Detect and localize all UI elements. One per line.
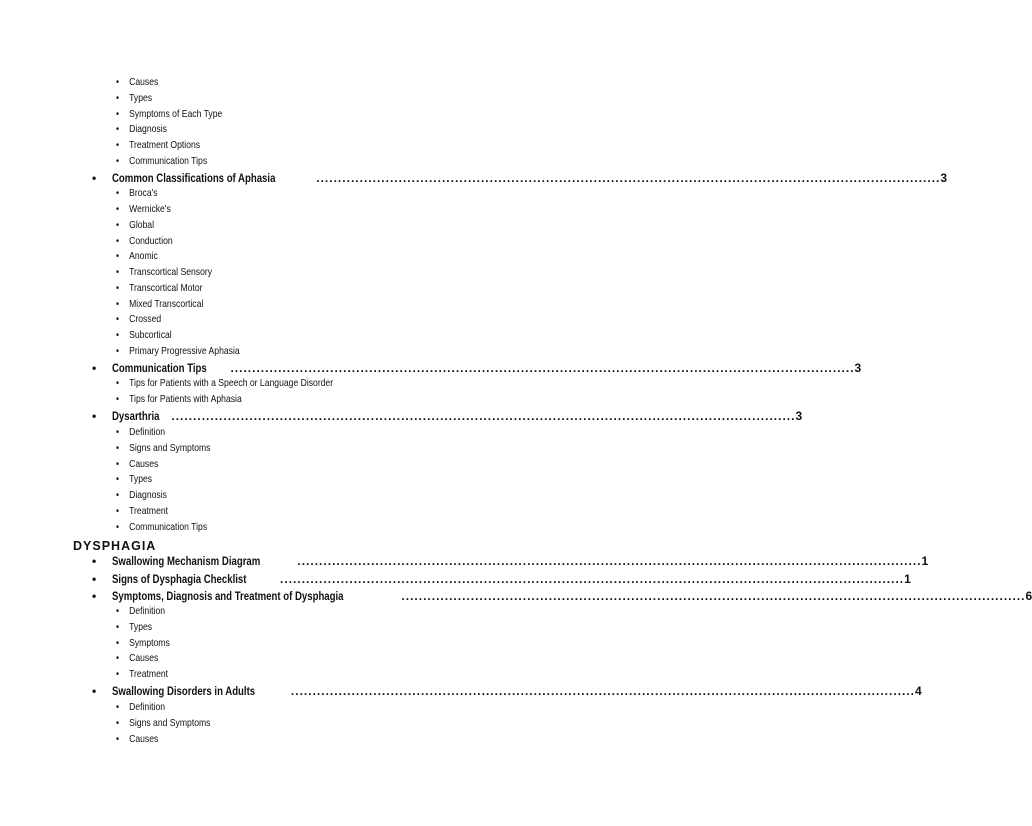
toc-page-number: 3	[795, 409, 803, 423]
toc-page-number: 1	[921, 554, 929, 568]
toc-entry-aphasia-classifications[interactable]: • Common Classifications of Aphasia ................................................................................................................................................ 3	[92, 171, 948, 185]
dot-leader: ................................................................................................................................................	[280, 572, 905, 586]
toc-entry-dysarthria[interactable]: • Dysarthria ................................................................................................................................................ 3	[92, 409, 803, 423]
section-heading-dysphagia: DYSPHAGIA	[73, 539, 157, 553]
toc-entry-title: Swallowing Mechanism Diagram	[112, 554, 261, 568]
toc-entry-title: Common Classifications of Aphasia	[112, 171, 276, 185]
toc-entry-dysphagia-symptoms[interactable]: • Symptoms, Diagnosis and Treatment of Dysphagia ................................................................................................................................................ 6	[92, 589, 1032, 603]
toc-entry-swallowing-adults[interactable]: • Swallowing Disorders in Adults ................................................................................................................................................ 4	[92, 684, 922, 698]
toc-page-number: 3	[940, 171, 948, 185]
toc-entry-title: Dysarthria	[112, 409, 160, 423]
dot-leader: ................................................................................................................................................	[297, 554, 922, 568]
dot-leader: ................................................................................................................................................	[290, 684, 916, 698]
toc-entry-title: Symptoms, Diagnosis and Treatment of Dysphagia	[112, 589, 344, 603]
toc-entry-title: Swallowing Disorders in Adults	[112, 684, 256, 698]
toc-entry-communication-tips[interactable]: • Communication Tips ................................................................................................................................................ 3	[92, 361, 862, 375]
toc-page-number: 1	[904, 572, 911, 586]
toc-page-number: 3	[854, 361, 862, 375]
dot-leader: ................................................................................................................................................	[401, 589, 1026, 603]
dot-leader: ................................................................................................................................................	[316, 171, 941, 185]
toc-page: • Causes • Types • Symptoms of Each Type • Diagnosis • Treatment Options • Communication Tips • Common Classifications of Aphasia ................................................................................................................................................ 3 • Broca's • Wernicke's • Global • Conduction • Anomic • Transcortical Sensory • Transcortical Motor • Mixed Transcortical • Crossed • Subcortical • Primary Progressive Aphasia • Communication Tips ................................................................................................................................................ 3 • Tips for Patients with a Speech or Language Disorder • Tips for Patients with Aphasia • Dysarthria ................................................................................................................................................ 3 • Definition • Signs and Symptoms • Causes • Types • Diagnosis • Treatment • Communication Tips DYSPHAGIA • Swallowing Mechanism Diagram ................................................................................................................................................ 1 • Signs of Dysphagia Checklist ................................................................................................................................................ 1 • Symptoms, Diagnosis and Treatment of Dysphagia ................................................................................................................................................ 6 • Definition • Types • Symptoms • Causes • Treatment • Swallowing Disorders in Adults ................................................................................................................................................ 4 • Definition • Signs and Symptoms • Causes	[73, 76, 1032, 745]
toc-entry-title: Signs of Dysphagia Checklist	[112, 572, 247, 586]
toc-entry-title: Communication Tips	[112, 361, 207, 375]
toc-page-number: 6	[1025, 589, 1032, 603]
dot-leader: ................................................................................................................................................	[171, 409, 796, 423]
toc-entry-swallowing-diagram[interactable]: • Swallowing Mechanism Diagram ................................................................................................................................................ 1	[92, 554, 929, 568]
dot-leader: ................................................................................................................................................	[230, 361, 855, 375]
toc-page-number: 4	[915, 684, 922, 698]
toc-entry-dysphagia-checklist[interactable]: • Signs of Dysphagia Checklist ................................................................................................................................................ 1	[92, 572, 911, 586]
